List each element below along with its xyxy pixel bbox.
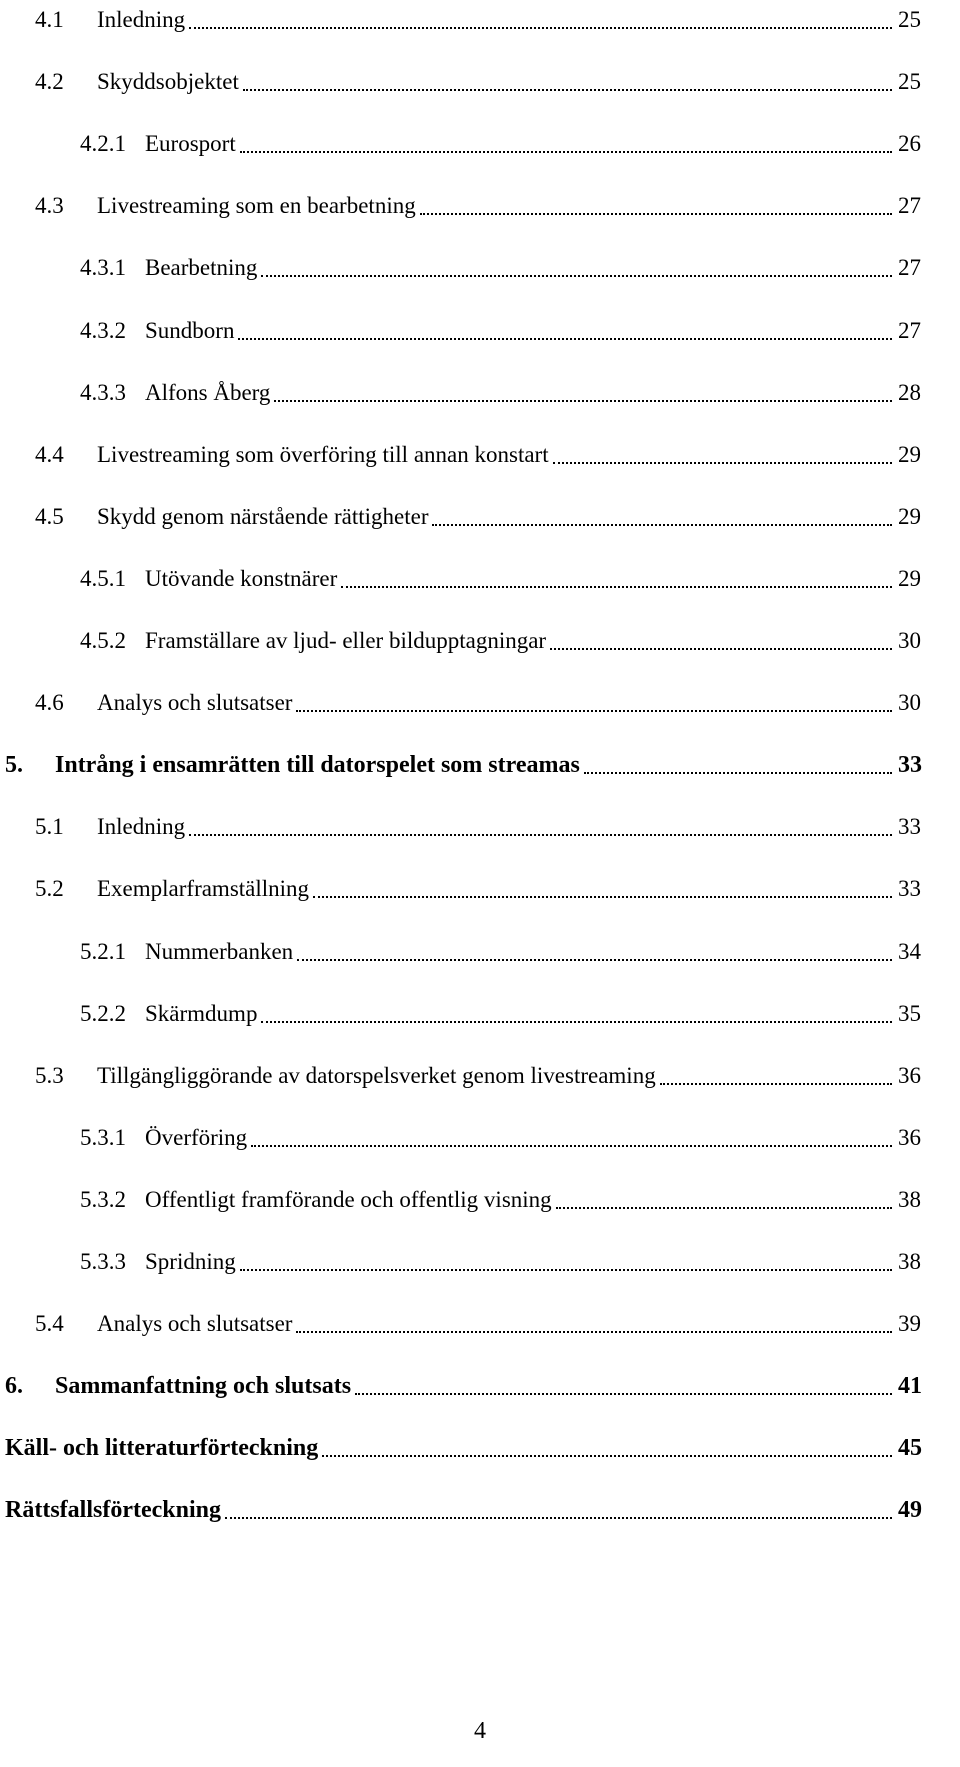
toc-entry-number: 4.3 <box>35 193 64 219</box>
toc-entry-page: 45 <box>898 1435 922 1462</box>
toc-entry-title: Intrång i ensamrätten till datorspelet som streamas <box>55 752 580 779</box>
toc-entry-title: Skyddsobjektet <box>97 69 239 95</box>
toc-entry[interactable] <box>0 559 960 599</box>
toc-dot-leader <box>297 932 892 961</box>
toc-entry-number: 5.1 <box>35 814 64 840</box>
toc-entry[interactable] <box>0 745 960 785</box>
toc-entry-page: 36 <box>898 1124 921 1150</box>
toc-entry-title: Skärmdump <box>145 1000 258 1026</box>
toc-entry-title: Analys och slutsatser <box>97 1311 293 1337</box>
toc-entry-number: 5.3.1 <box>80 1124 126 1150</box>
toc-entry[interactable] <box>0 1180 960 1220</box>
toc-entry-page: 33 <box>898 814 921 840</box>
toc-entry-title: Utövande konstnärer <box>145 565 338 591</box>
toc-entry-title: Bearbetning <box>145 255 258 281</box>
toc-dot-leader <box>238 311 892 340</box>
toc-dot-leader <box>584 745 892 774</box>
toc-entry-number: 4.5.2 <box>80 628 126 653</box>
toc-entry-title: Exemplarframställning <box>97 876 310 902</box>
toc-entry-page: 29 <box>898 503 921 529</box>
toc-entry-title: Skydd genom närstående rättigheter <box>97 503 429 529</box>
toc-dot-leader <box>189 0 892 29</box>
toc-entry-page: 30 <box>898 690 921 716</box>
toc-entry-title: Käll- och litteraturförteckning <box>5 1435 319 1462</box>
toc-entry[interactable] <box>0 869 960 909</box>
toc-entry-number: 4.1 <box>35 7 64 32</box>
toc-dot-leader <box>355 1366 892 1395</box>
toc-dot-leader <box>313 869 892 898</box>
toc-entry[interactable] <box>0 1118 960 1158</box>
toc-dot-leader <box>261 994 892 1023</box>
toc-entry[interactable] <box>0 497 960 537</box>
toc-entry-title: Överföring <box>145 1124 248 1150</box>
toc-dot-leader <box>296 683 892 712</box>
toc-entry[interactable] <box>0 186 960 226</box>
toc-entry[interactable] <box>0 1490 960 1530</box>
toc-entry-page: 36 <box>898 1062 921 1088</box>
page-number: 4 <box>474 1718 486 1744</box>
toc-entry-title: Spridning <box>145 1249 236 1274</box>
toc-dot-leader <box>261 248 892 277</box>
toc-dot-leader <box>341 559 892 588</box>
toc-dot-leader <box>189 807 892 836</box>
toc-dot-leader <box>553 435 892 464</box>
toc-entry-title: Nummerbanken <box>145 938 294 964</box>
toc-entry[interactable] <box>0 1242 960 1282</box>
toc-entry-title: Framställare av ljud- eller bildupptagningar <box>145 628 547 653</box>
toc-entry-number: 4.2.1 <box>80 131 126 157</box>
toc-dot-leader <box>274 373 892 402</box>
toc-entry[interactable] <box>0 248 960 288</box>
toc-entry[interactable] <box>0 1056 960 1096</box>
toc-dot-leader <box>420 186 892 215</box>
toc-entry-title: Tillgängliggörande av datorspelsverket genom livestreaming <box>97 1062 656 1088</box>
toc-entry-page: 27 <box>898 193 921 219</box>
toc-dot-leader <box>251 1118 892 1147</box>
toc-dot-leader <box>550 621 892 650</box>
toc-entry-page: 39 <box>898 1311 921 1337</box>
toc-entry-number: 5.3.3 <box>80 1249 126 1274</box>
toc-entry-page: 38 <box>898 1186 921 1212</box>
toc-dot-leader <box>322 1428 892 1457</box>
toc-entry[interactable] <box>0 1304 960 1344</box>
toc-entry[interactable] <box>0 994 960 1034</box>
toc-entry-page: 27 <box>898 317 921 343</box>
toc-entry-page: 49 <box>898 1497 922 1524</box>
toc-entry-page: 35 <box>898 1000 921 1026</box>
toc-entry-number: 4.4 <box>35 441 64 467</box>
toc-entry-number: 5.4 <box>35 1311 64 1337</box>
toc-entry-title: Offentligt framförande och offentlig visning <box>145 1186 552 1212</box>
toc-entry-title: Livestreaming som överföring till annan konstart <box>97 441 549 467</box>
toc-entry-number: 6. <box>5 1373 23 1400</box>
toc-entry-page: 30 <box>898 628 921 653</box>
toc-entry-number: 4.3.2 <box>80 317 126 343</box>
toc-entry-page: 29 <box>898 565 921 591</box>
toc-dot-leader <box>243 62 892 91</box>
toc-entry[interactable] <box>0 932 960 972</box>
toc-dot-leader <box>240 1242 892 1271</box>
toc-entry[interactable] <box>0 0 960 40</box>
toc-entry-number: 5.3.2 <box>80 1186 126 1212</box>
toc-entry-number: 4.6 <box>35 690 64 716</box>
toc-entry[interactable] <box>0 1428 960 1468</box>
toc-entry-title: Analys och slutsatser <box>97 690 293 716</box>
toc-dot-leader <box>225 1490 892 1519</box>
toc-entry-title: Sammanfattning och slutsats <box>55 1373 352 1400</box>
toc-entry-number: 5.2.2 <box>80 1000 126 1026</box>
toc-entry-page: 33 <box>898 876 921 902</box>
toc-dot-leader <box>660 1056 892 1085</box>
toc-entry-number: 5.3 <box>35 1062 64 1088</box>
toc-entry-title: Inledning <box>97 7 186 32</box>
toc-dot-leader <box>240 124 892 153</box>
toc-entry-page: 26 <box>898 131 921 157</box>
toc-entry-page: 25 <box>898 7 921 32</box>
toc-entry-number: 4.5 <box>35 503 64 529</box>
toc-dot-leader <box>556 1180 892 1209</box>
toc-entry-number: 5.2.1 <box>80 938 126 964</box>
toc-entry-number: 5.2 <box>35 876 64 902</box>
toc-entry-page: 33 <box>898 752 922 779</box>
toc-entry[interactable] <box>0 683 960 723</box>
toc-entry-number: 5. <box>5 752 23 779</box>
toc-dot-leader <box>296 1304 892 1333</box>
toc-entry-number: 4.3.1 <box>80 255 126 281</box>
toc-entry[interactable] <box>0 124 960 164</box>
toc-entry-number: 4.2 <box>35 69 64 95</box>
toc-entry-page: 29 <box>898 441 921 467</box>
toc-entry[interactable] <box>0 62 960 102</box>
toc-entry-title: Eurosport <box>145 131 236 157</box>
toc-entry-page: 25 <box>898 69 921 95</box>
toc-entry-title: Rättsfallsförteckning <box>5 1497 221 1524</box>
toc-entry[interactable] <box>0 807 960 847</box>
toc-entry-title: Inledning <box>97 814 186 840</box>
toc-entry[interactable] <box>0 621 960 661</box>
toc-entry[interactable] <box>0 373 960 413</box>
toc-entry-page: 38 <box>898 1249 921 1274</box>
toc-entry-number: 4.5.1 <box>80 565 126 591</box>
toc-entry[interactable] <box>0 1366 960 1406</box>
toc-entry-page: 34 <box>898 938 921 964</box>
toc-entry-page: 41 <box>898 1373 922 1400</box>
toc-entry[interactable] <box>0 311 960 351</box>
toc-entry-page: 28 <box>898 379 921 405</box>
toc-entry-title: Sundborn <box>145 317 235 343</box>
toc-entry-number: 4.3.3 <box>80 379 126 405</box>
toc-entry[interactable] <box>0 435 960 475</box>
toc-entry-title: Alfons Åberg <box>145 379 271 405</box>
toc-dot-leader <box>432 497 892 526</box>
toc-entry-title: Livestreaming som en bearbetning <box>97 193 416 219</box>
toc-entry-page: 27 <box>898 255 921 281</box>
